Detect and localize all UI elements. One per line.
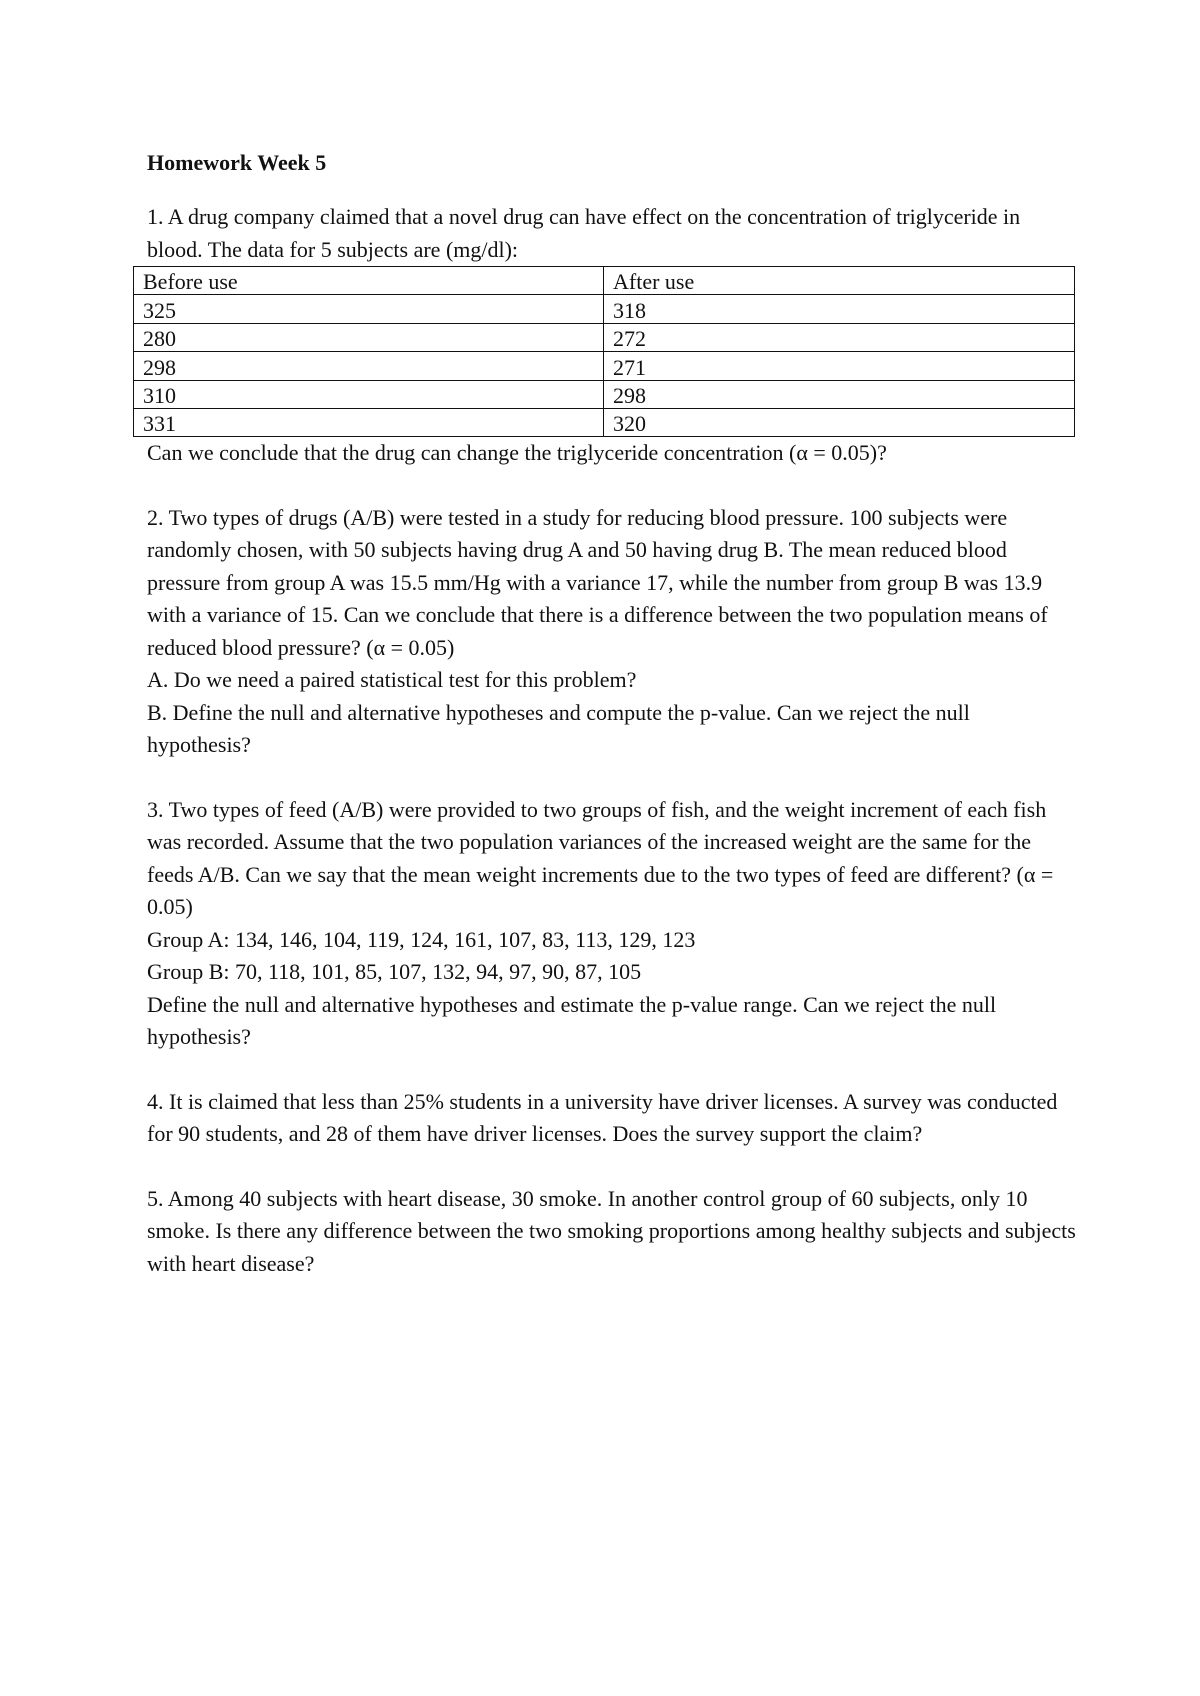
question-5-text: 5. Among 40 subjects with heart disease, 30 smoke. In another control group of 60 subjects, only 10 smoke. Is there any difference between the two smoking proportions among healthy subjects and subjects with heart disease?	[147, 1185, 1076, 1276]
question-2-part-b: B. Define the null and alternative hypotheses and compute the p-value. Can we reject the null hypothesis?	[147, 699, 970, 758]
question-3-instruction: Define the null and alternative hypotheses and estimate the p-value range. Can we reject the null hypothesis?	[147, 991, 997, 1050]
table-cell: 325	[134, 295, 604, 323]
table-row	[134, 380, 1075, 408]
table-cell: 320	[604, 408, 1075, 436]
spacer	[147, 1151, 1077, 1183]
table-row	[134, 352, 1075, 380]
table-row	[134, 408, 1075, 436]
question-3-text: 3. Two types of feed (A/B) were provided to two groups of fish, and the weight increment of each fish was recorded. Assume that the two population variances of the increased weight are the same for the feeds A/B. Can we say that the mean weight increments due to the two types of feed are different? (α = 0.05)	[147, 796, 1054, 920]
triglyceride-table	[133, 266, 1075, 437]
question-1-prompt: Can we conclude that the drug can change the triglyceride concentration (α = 0.05)?	[147, 440, 887, 466]
table-cell: 331	[134, 408, 604, 436]
spacer	[147, 470, 1077, 502]
question-3-group-b: Group B: 70, 118, 101, 85, 107, 132, 94, 97, 90, 87, 105	[147, 959, 642, 985]
table-cell: 318	[604, 295, 1075, 323]
table-row	[134, 323, 1075, 351]
document-title: Homework Week 5	[147, 150, 327, 175]
question-2-text: 2. Two types of drugs (A/B) were tested in a study for reducing blood pressure. 100 subjects were randomly chosen, with 50 subjects having drug A and 50 having drug B. The mean reduced blood pressure from group A was 15.5 mm/Hg with a variance 17, while the number from group B was 13.9 with a variance of 15. Can we conclude that there is a difference between the two population means of reduced blood pressure? (α = 0.05)	[147, 504, 1048, 660]
table-row	[134, 295, 1075, 323]
question-1-intro: 1. A drug company claimed that a novel drug can have effect on the concentration of triglyceride in blood. The data for 5 subjects are (mg/dl):	[147, 204, 1021, 262]
document-page	[143, 147, 1077, 1280]
table-cell: 280	[134, 323, 604, 351]
table-cell: 310	[134, 380, 604, 408]
spacer	[147, 762, 1077, 794]
question-4-text: 4. It is claimed that less than 25% students in a university have driver licenses. A survey was conducted for 90 students, and 28 of them have driver licenses. Does the survey support the claim?	[147, 1088, 1058, 1147]
question-2-part-a: A. Do we need a paired statistical test for this problem?	[147, 667, 637, 693]
spacer	[147, 1054, 1077, 1086]
table-header-cell: Before use	[134, 267, 604, 295]
table-header-row	[134, 267, 1075, 295]
table-cell: 271	[604, 352, 1075, 380]
table-cell: 298	[604, 380, 1075, 408]
table-cell: 298	[134, 352, 604, 380]
table-header-cell: After use	[604, 267, 1075, 295]
table-cell: 272	[604, 323, 1075, 351]
question-3-group-a: Group A: 134, 146, 104, 119, 124, 161, 107, 83, 113, 129, 123	[147, 926, 696, 952]
